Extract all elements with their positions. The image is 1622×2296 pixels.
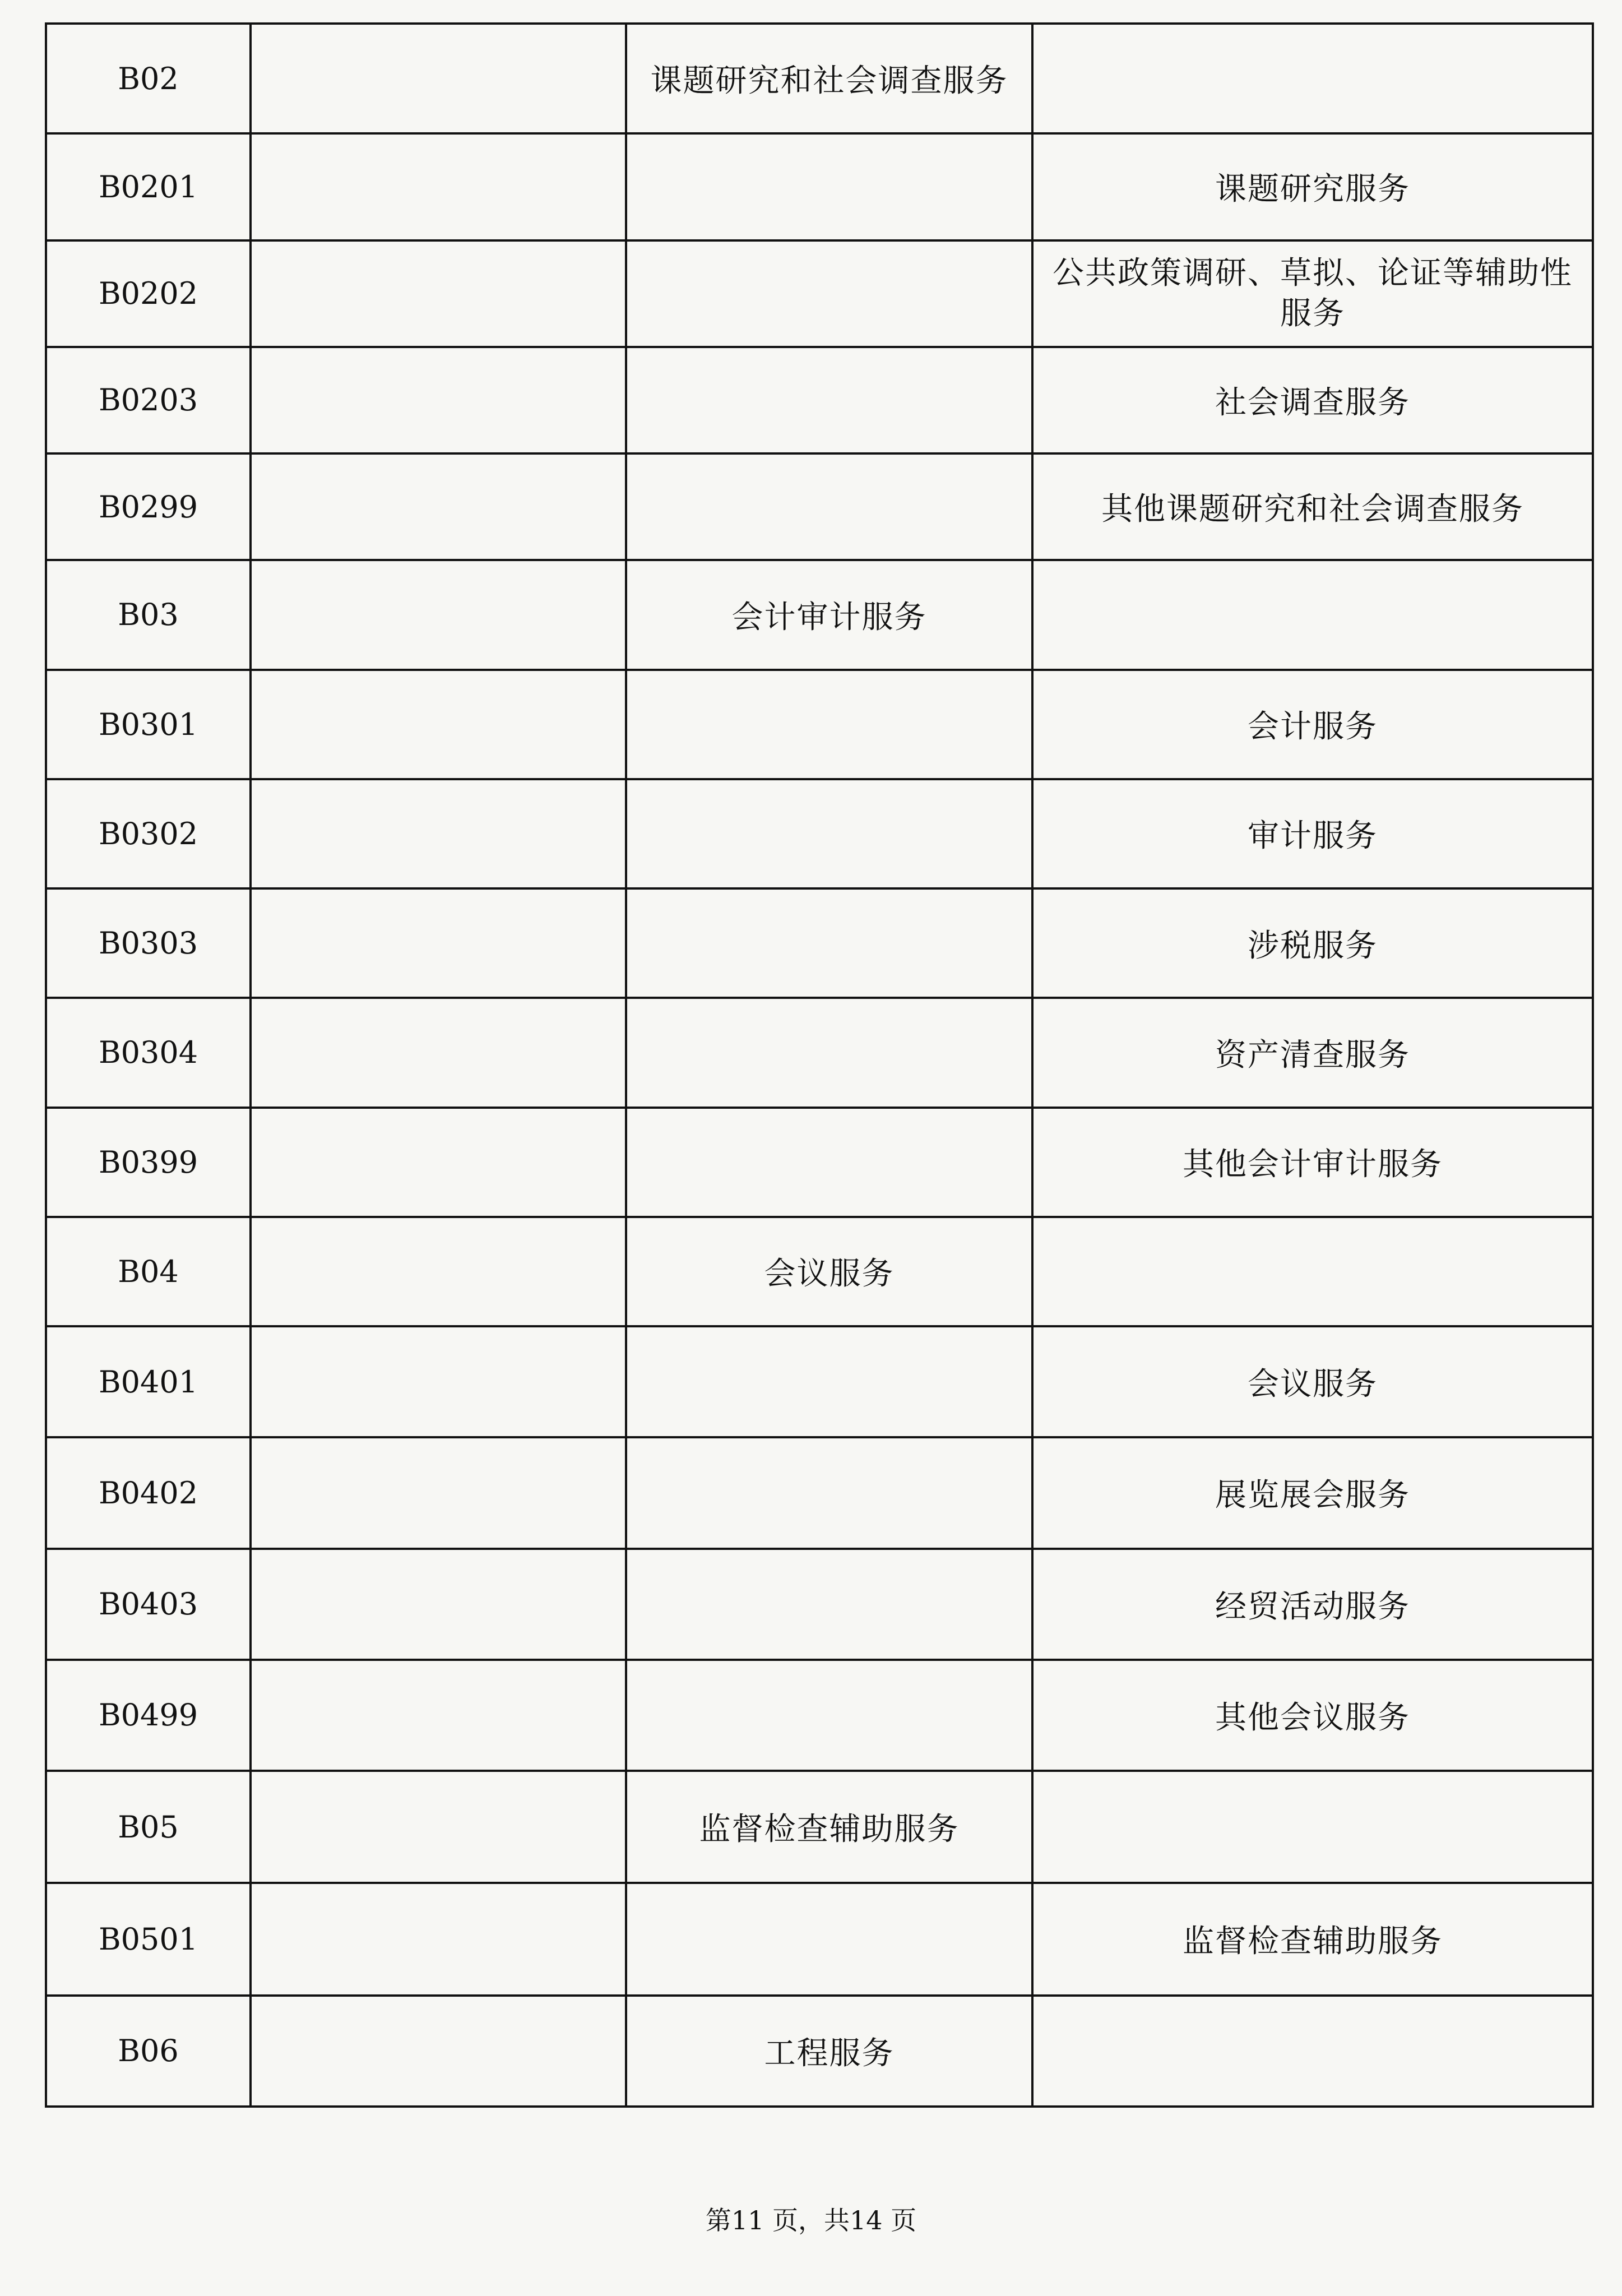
row-subcategory: 公共政策调研、草拟、论证等辅助性服务 xyxy=(1032,240,1593,347)
table-row xyxy=(46,1883,1593,1995)
blank-cell xyxy=(251,670,626,779)
table-row xyxy=(46,779,1593,888)
table-row xyxy=(46,1437,1593,1548)
blank-cell xyxy=(251,1326,626,1437)
table-row xyxy=(46,240,1593,347)
row-code: B0299 xyxy=(46,453,251,560)
blank-cell xyxy=(251,24,626,133)
row-code: B05 xyxy=(46,1771,251,1883)
table-row xyxy=(46,1549,1593,1660)
row-subcategory xyxy=(1032,1996,1593,2107)
row-subcategory: 社会调查服务 xyxy=(1032,347,1593,453)
row-subcategory: 会计服务 xyxy=(1032,670,1593,779)
row-code: B0402 xyxy=(46,1437,251,1548)
row-subcategory xyxy=(1032,560,1593,669)
table-row xyxy=(46,1660,1593,1771)
row-code: B0202 xyxy=(46,240,251,347)
table-row xyxy=(46,133,1593,240)
row-category xyxy=(626,1108,1032,1217)
table-row xyxy=(46,998,1593,1107)
table-row xyxy=(46,560,1593,669)
row-subcategory: 课题研究服务 xyxy=(1032,133,1593,240)
blank-cell xyxy=(251,347,626,453)
row-code: B0302 xyxy=(46,779,251,888)
row-category xyxy=(626,240,1032,347)
row-category: 会议服务 xyxy=(626,1217,1032,1326)
blank-cell xyxy=(251,1217,626,1326)
blank-cell xyxy=(251,779,626,888)
blank-cell xyxy=(251,560,626,669)
row-subcategory: 监督检查辅助服务 xyxy=(1032,1883,1593,1995)
table-row xyxy=(46,24,1593,133)
row-category xyxy=(626,1326,1032,1437)
row-code: B0201 xyxy=(46,133,251,240)
blank-cell xyxy=(251,1108,626,1217)
row-category xyxy=(626,347,1032,453)
table-row xyxy=(46,453,1593,560)
row-code: B02 xyxy=(46,24,251,133)
row-code: B0499 xyxy=(46,1660,251,1771)
row-subcategory xyxy=(1032,1771,1593,1883)
row-subcategory xyxy=(1032,1217,1593,1326)
blank-cell xyxy=(251,1437,626,1548)
blank-cell xyxy=(251,1883,626,1995)
row-code: B0501 xyxy=(46,1883,251,1995)
table-row xyxy=(46,347,1593,453)
table-row xyxy=(46,1326,1593,1437)
row-subcategory: 经贸活动服务 xyxy=(1032,1549,1593,1660)
row-subcategory: 会议服务 xyxy=(1032,1326,1593,1437)
blank-cell xyxy=(251,1660,626,1771)
blank-cell xyxy=(251,1771,626,1883)
blank-cell xyxy=(251,998,626,1107)
blank-cell xyxy=(251,1996,626,2107)
row-subcategory: 涉税服务 xyxy=(1032,888,1593,998)
row-subcategory: 其他课题研究和社会调查服务 xyxy=(1032,453,1593,560)
row-category: 会计审计服务 xyxy=(626,560,1032,669)
row-category: 监督检查辅助服务 xyxy=(626,1771,1032,1883)
row-subcategory: 其他会计审计服务 xyxy=(1032,1108,1593,1217)
table-row xyxy=(46,888,1593,998)
blank-cell xyxy=(251,1549,626,1660)
row-subcategory: 其他会议服务 xyxy=(1032,1660,1593,1771)
row-category xyxy=(626,670,1032,779)
row-code: B0301 xyxy=(46,670,251,779)
blank-cell xyxy=(251,133,626,240)
table-row xyxy=(46,1217,1593,1326)
row-category xyxy=(626,1883,1032,1995)
table-row xyxy=(46,1771,1593,1883)
page-number: 第11 页，共14 页 xyxy=(705,2205,917,2235)
row-code: B0303 xyxy=(46,888,251,998)
row-category xyxy=(626,998,1032,1107)
row-category xyxy=(626,888,1032,998)
table-row xyxy=(46,1996,1593,2107)
row-code: B04 xyxy=(46,1217,251,1326)
table-row xyxy=(46,670,1593,779)
blank-cell xyxy=(251,888,626,998)
row-category xyxy=(626,779,1032,888)
row-category xyxy=(626,1437,1032,1548)
row-category: 工程服务 xyxy=(626,1996,1032,2107)
row-category xyxy=(626,453,1032,560)
row-code: B0203 xyxy=(46,347,251,453)
catalog-table xyxy=(45,22,1594,2108)
table-row xyxy=(46,1108,1593,1217)
row-code: B0403 xyxy=(46,1549,251,1660)
row-category xyxy=(626,133,1032,240)
row-subcategory: 资产清查服务 xyxy=(1032,998,1593,1107)
row-category: 课题研究和社会调查服务 xyxy=(626,24,1032,133)
blank-cell xyxy=(251,453,626,560)
row-code: B06 xyxy=(46,1996,251,2107)
row-subcategory: 展览展会服务 xyxy=(1032,1437,1593,1548)
row-subcategory: 审计服务 xyxy=(1032,779,1593,888)
row-subcategory xyxy=(1032,24,1593,133)
row-category xyxy=(626,1660,1032,1771)
row-code: B03 xyxy=(46,560,251,669)
row-code: B0401 xyxy=(46,1326,251,1437)
row-category xyxy=(626,1549,1032,1660)
row-code: B0399 xyxy=(46,1108,251,1217)
blank-cell xyxy=(251,240,626,347)
row-code: B0304 xyxy=(46,998,251,1107)
